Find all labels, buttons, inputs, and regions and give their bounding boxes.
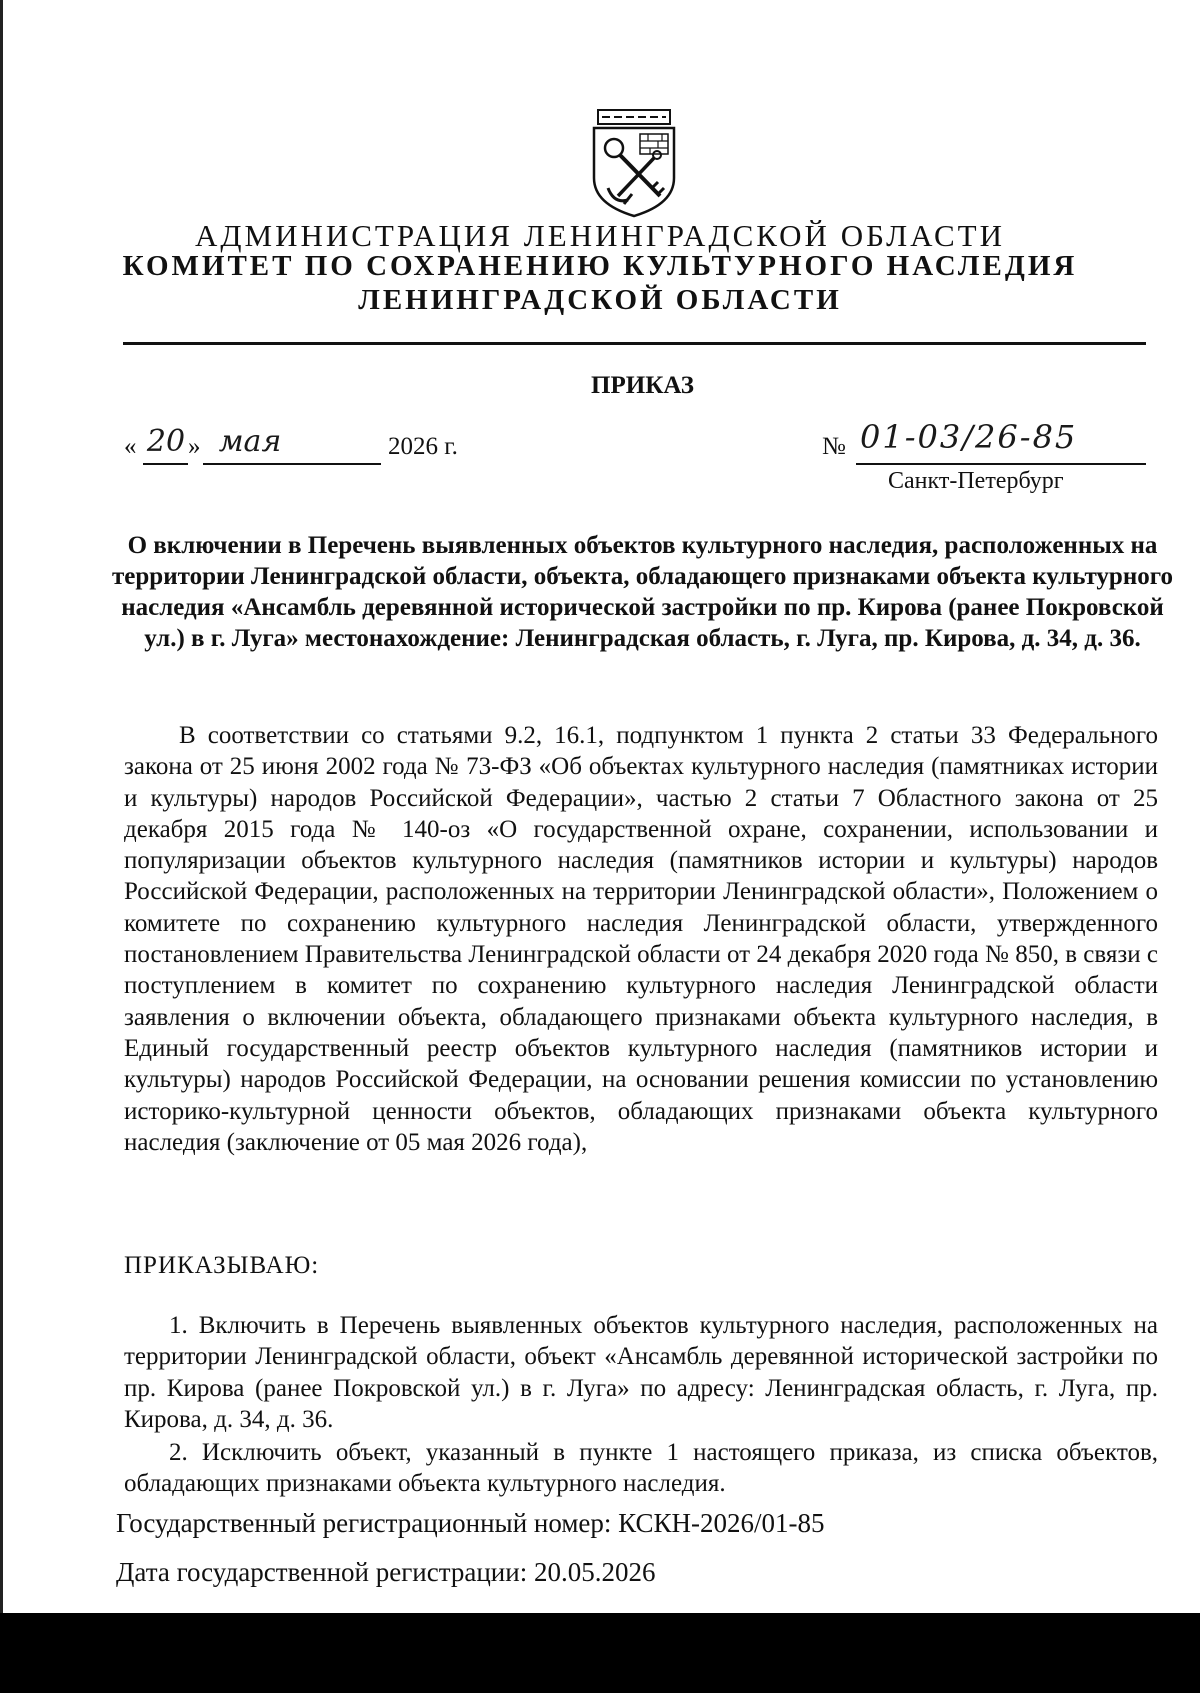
number-sign: № <box>822 433 846 460</box>
order-title: ПРИКАЗ <box>591 372 694 399</box>
date-month-underline <box>203 463 381 465</box>
handwritten-date-day: 20 <box>146 424 186 459</box>
administration-heading: АДМИНИСТРАЦИЯ ЛЕНИНГРАДСКОЙ ОБЛАСТИ <box>195 218 1005 253</box>
order-number-underline <box>856 463 1146 465</box>
command-word: ПРИКАЗЫВАЮ: <box>124 1252 320 1279</box>
date-year: 2026 г. <box>388 433 458 460</box>
header-divider <box>123 342 1146 345</box>
order-items <box>124 1310 1158 1502</box>
registration-number: Государственный регистрационный номер: КСКН-2026/01-85 <box>116 1508 825 1538</box>
city: Санкт-Петербург <box>888 468 1064 494</box>
date-day-underline <box>143 463 188 465</box>
order-item: 2. Исключить объект, указанный в пункте 1 настоящего приказа, из списка объектов, обладающих признаками объекта культурного наследия. <box>124 1439 1158 1498</box>
date-quote-close: » <box>188 433 201 460</box>
coat-of-arms-emblem <box>588 108 680 218</box>
handwritten-date-month: мая <box>218 424 282 459</box>
scan-edge <box>0 0 3 1693</box>
scan-bottom-bar <box>0 1613 1200 1693</box>
registration-date: Дата государственной регистрации: 20.05.2026 <box>116 1557 656 1587</box>
date-quote-open: « <box>124 433 137 460</box>
committee-heading: КОМИТЕТ ПО СОХРАНЕНИЮ КУЛЬТУРНОГО НАСЛЕДИЯ <box>122 250 1078 282</box>
region-heading: ЛЕНИНГРАДСКОЙ ОБЛАСТИ <box>358 284 842 316</box>
order-subject: О включении в Перечень выявленных объектов культурного наследия, расположенных на территории Ленинградской области, объекта, обладающего признаками объекта культурного наследия «Ансамбль деревянной исторической застройки по пр. Кирова (ранее Покровской ул.) в г. Луга» местонахождение: Ленинградская область, г. Луга, пр. Кирова, д. 34, д. 36. <box>112 532 1173 652</box>
handwritten-order-number: 01-03/26-85 <box>860 418 1078 456</box>
preamble-paragraph: В соответствии со статьями 9.2, 16.1, подпунктом 1 пункта 2 статьи 33 Федерального закона от 25 июня 2002 года № 73-ФЗ «Об объектах культурного наследия (памятниках истории и культуры) народов Российской Федерации», частью 2 статьи 7 Областного закона от 25 декабря 2015 года № 140-оз «О государственной охране, сохранении, использовании и популяризации объектов культурного наследия (памятников истории и культуры) народов Российской Федерации, расположенных на территории Ленинградской области», Положением о комитете по сохранению культурного наследия Ленинградской области, утвержденного постановлением Правительства Ленинградской области от 24 декабря 2020 года № 850, в связи с поступлением в комитет по сохранению культурного наследия Ленинградской области заявления о включении объекта, обладающего признаками объекта культурного наследия, в Единый государственный реестр объектов культурного наследия (памятников истории и культуры) народов Российской Федерации, на основании решения комиссии по установлению историко-культурной ценности объектов, обладающих признаками объекта культурного наследия (заключение от 05 мая 2026 года), <box>124 722 1158 1156</box>
order-item: 1. Включить в Перечень выявленных объектов культурного наследия, расположенных на территории Ленинградской области, объект «Ансамбль деревянной исторической застройки по пр. Кирова (ранее Покровской ул.) в г. Луга» по адресу: Ленинградская область, г. Луга, пр. Кирова, д. 34, д. 36. <box>124 1312 1158 1433</box>
